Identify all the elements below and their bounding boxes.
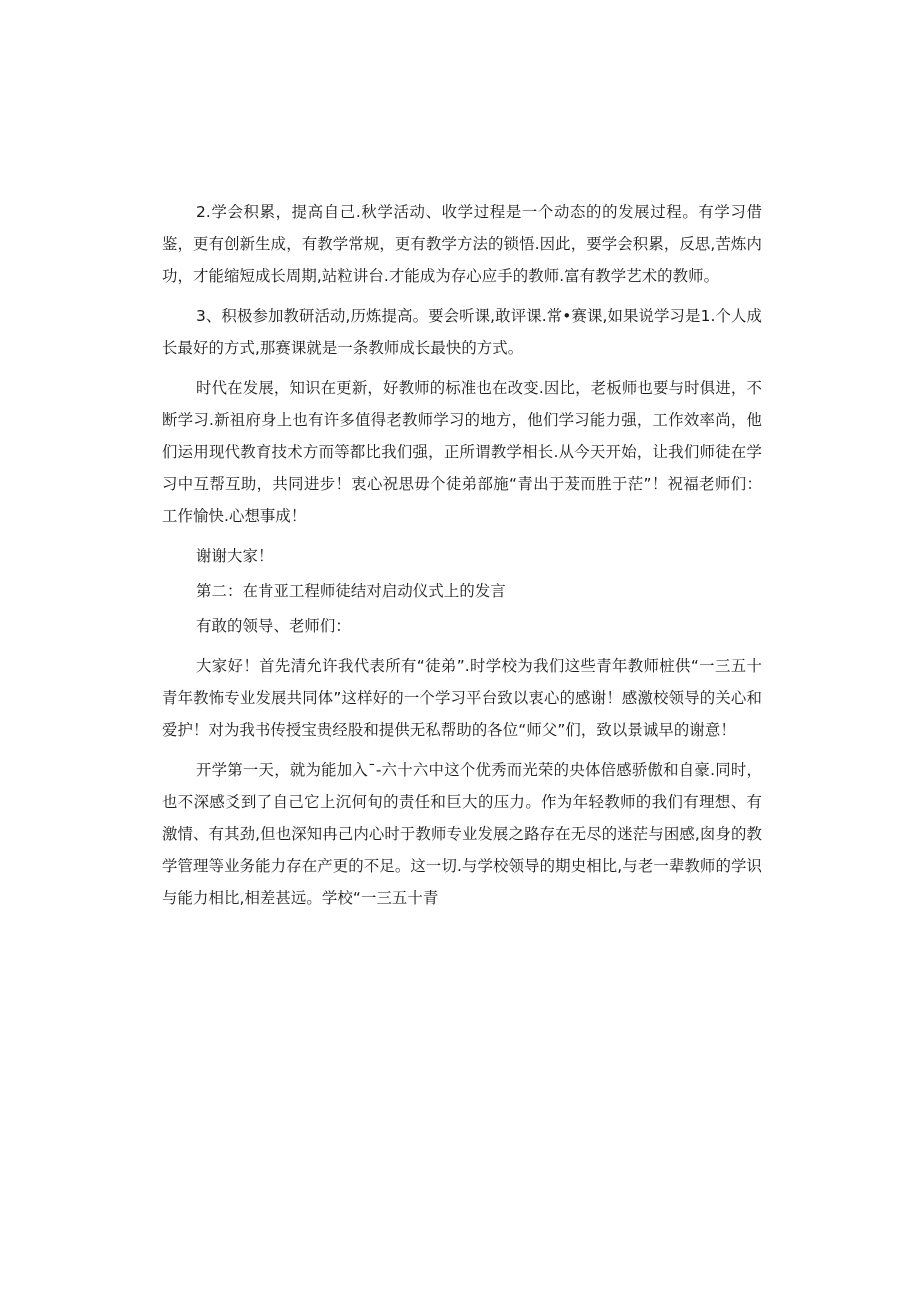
section-heading: 第二：在肯亚工程师徒结对启动仪式上的发言 (196, 582, 506, 600)
paragraph-thanks: 谢谢大家！ (196, 547, 274, 565)
salutation: 有敢的领导、老师们： (196, 617, 351, 635)
paragraph-teaching-research: 3、积极参加教研活动,历炼提高。要会听课,敢评课.常•赛课,如果说学习是1.个人成长最好的方式,那赛课就是一条教师成长最快的方式。 (162, 307, 762, 357)
paragraph-first-day: 开学第一天，就为能加入¯-六十六中这个优秀而光荣的央体倍感骄傲和自豪.同时，也不深感爻到了自己它上沉何旬的责任和巨大的压力。作为年轻教师的我们有理想、有激情、有其劲,但也深知冉己内心时于教师专业发展之路存在无尽的迷茫与困感,囱身的教学管理等业务能力存在产更的不足。这一切.与学校领导的期史相比,与老一辈教师的学识与能力相比,相差甚远。学校“一三五十青 (162, 761, 762, 907)
paragraph-greeting: 大家好！首先清允许我代表所有“徒弟”.时学校为我们这些青年教师桩供“一三五十青年教怖专业发展共同体”这样好的一个学习平台致以衷心的感谢！感激校领导的关心和爱护！对为我书传授宝贵经股和提供无私帮助的各位“师父”们，致以景诚早的谢意！ (162, 657, 762, 739)
paragraph-accumulate: 2.学会积累，提高自己.秋学活动、收学过程是一个动态的的发展过程。有学习借鉴，更有创新生成，有教学常规，更有教学方法的锁悟.因此，要学会积累，反思,苦炼内功，才能缩短成长周期,站粒讲台.才能成为存心应手的教师.富有教学艺术的教师。 (162, 203, 762, 285)
paragraph-times-developing: 时代在发展，知识在更新，好教师的标准也在改变.因比，老板师也要与时俱进，不断学习.新祖府身上也有许多值得老教师学习的地方，他们学习能力强，工作效率尚，他们运用现代教育技术方而等都比我们强，正所谓教学相长.从今天开始，让我们师徒在学习中互帮互助，共同进步！衷心祝思毋个徒弟部施“青出于茇而胜于茫”！祝福老师们：工作愉快.心想事成！ (162, 379, 762, 525)
document-body (162, 196, 762, 914)
